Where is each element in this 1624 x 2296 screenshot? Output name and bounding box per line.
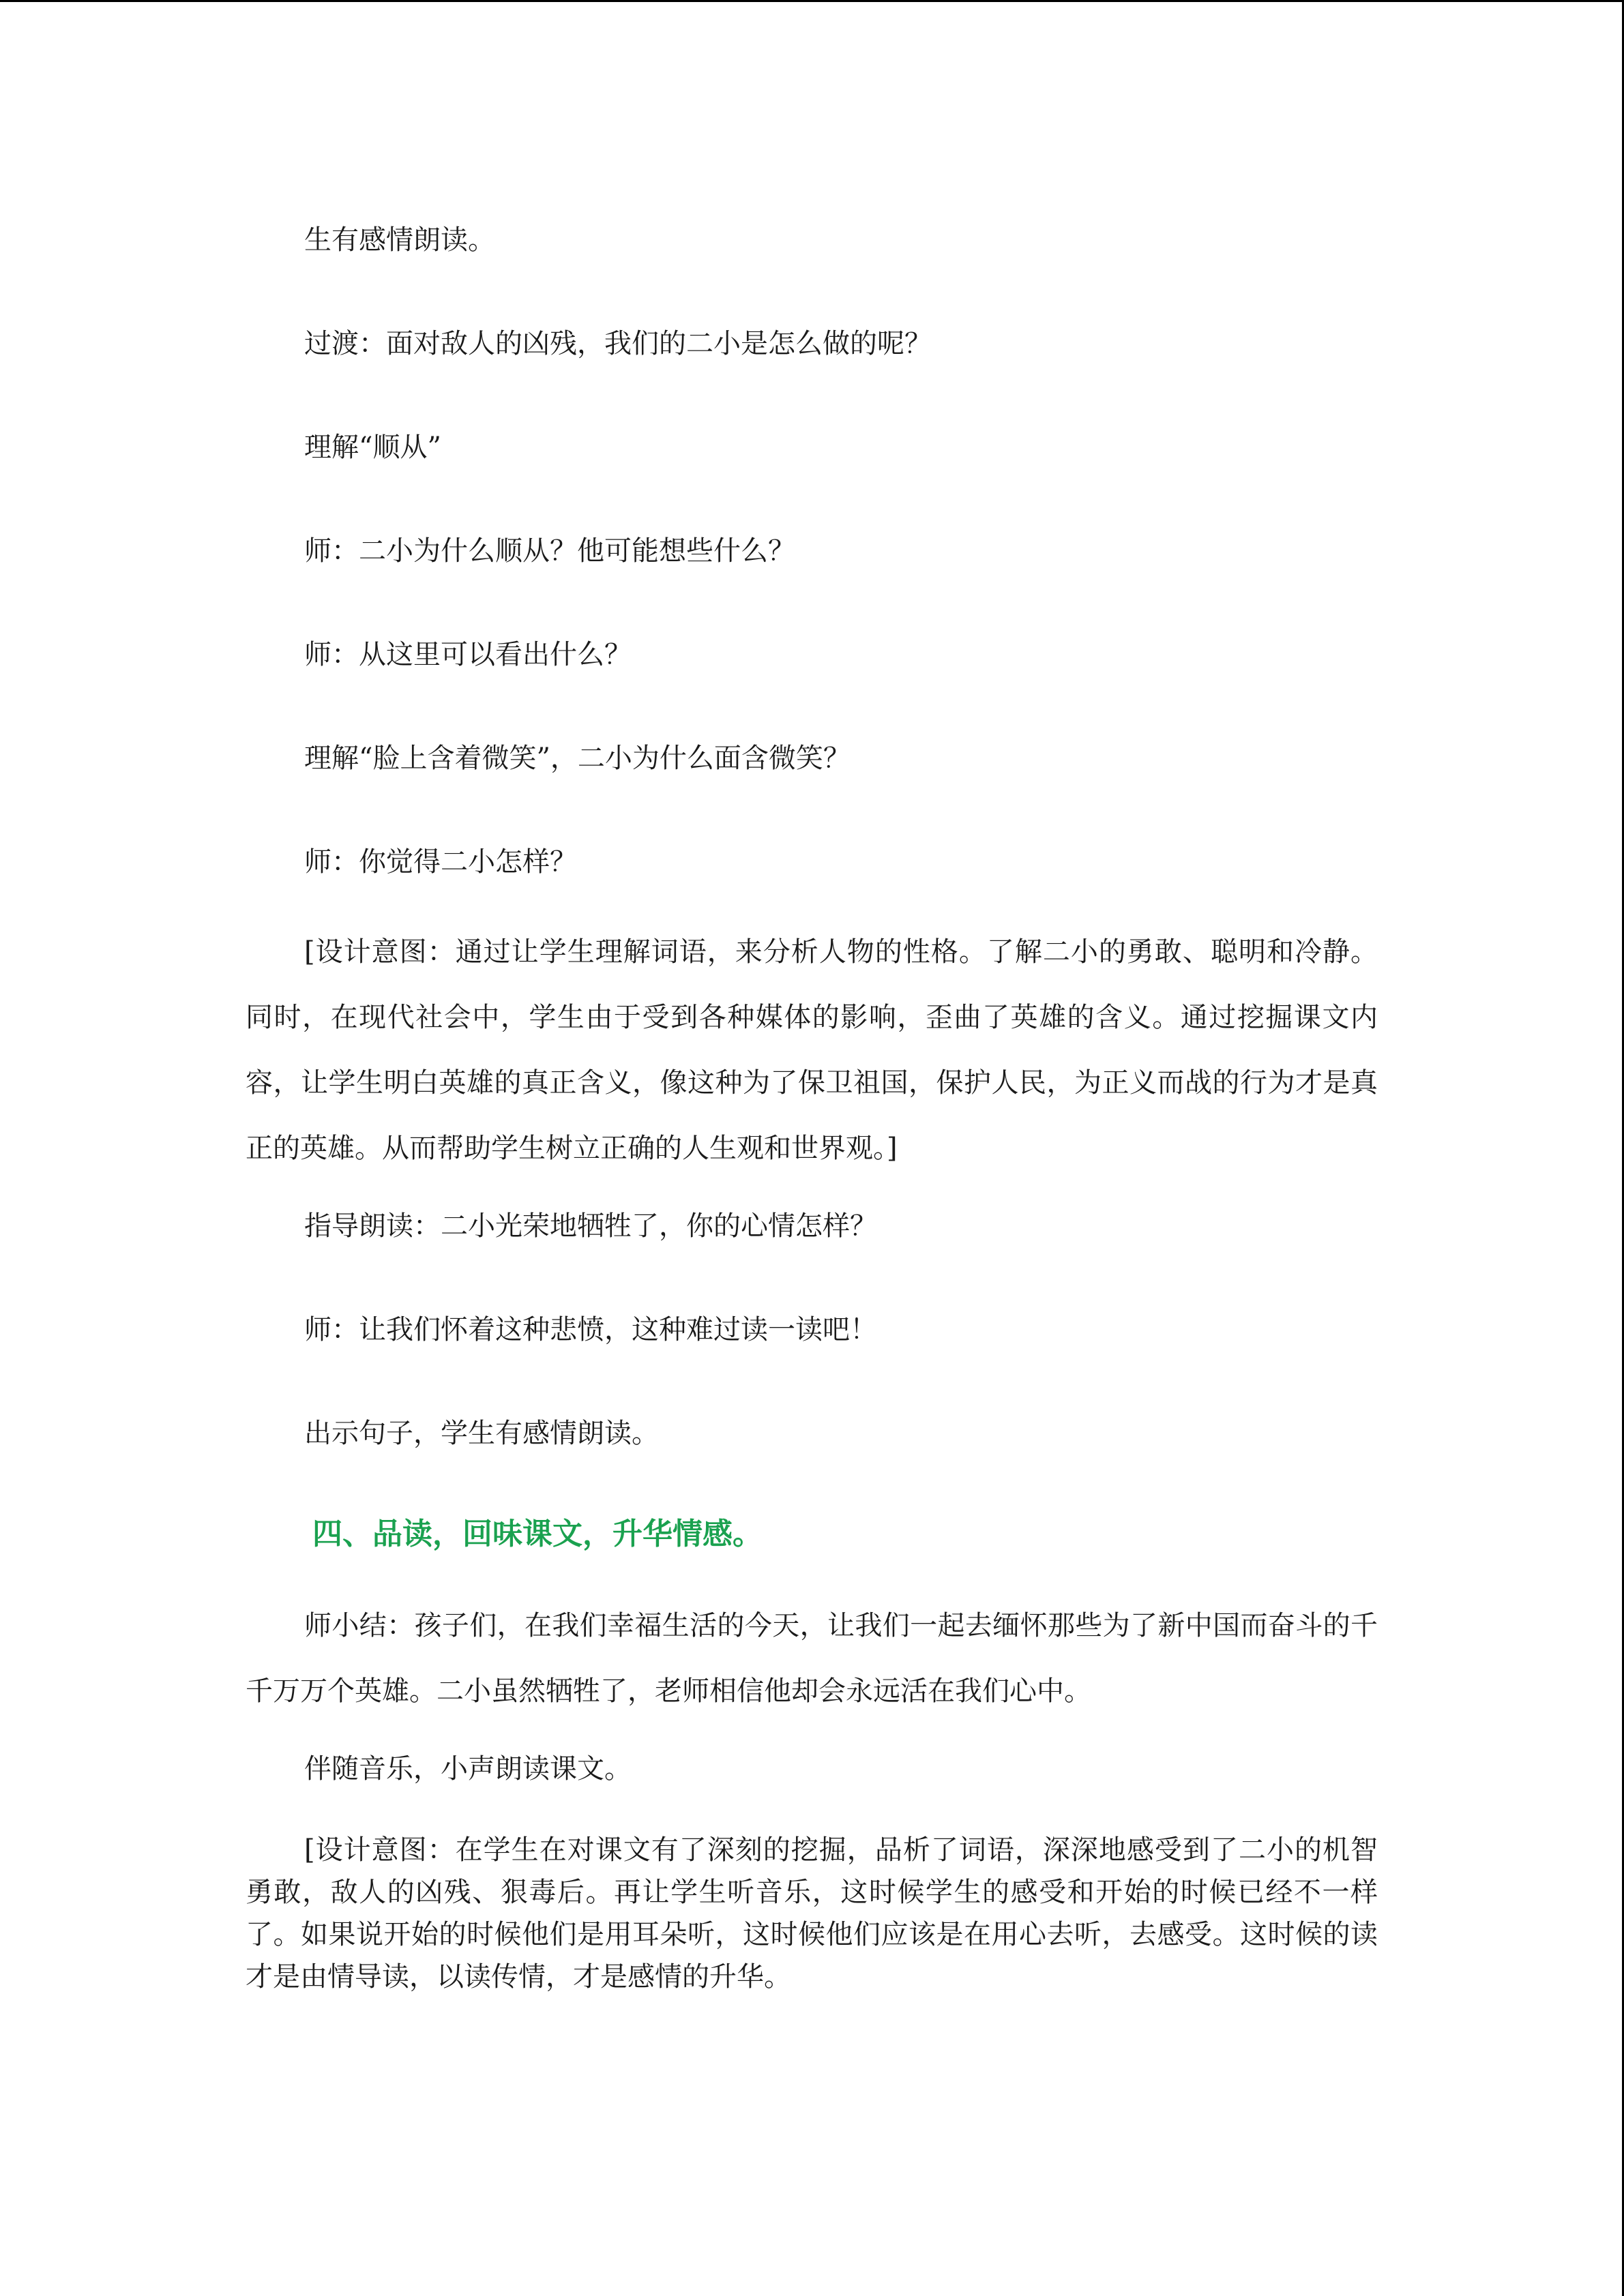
section-heading: 四、品读，回味课文，升华情感。 xyxy=(312,1517,763,1551)
page-border-top xyxy=(0,0,1624,2)
design-intent-paragraph: [设计意图：在学生在对课文有了深刻的挖掘，品析了词语，深深地感受到了二小的机智勇敢，敌人的凶残、狠毒后。再让学生听音乐，这时候学生的感受和开始的时候已经不一样了。如果说开始的时候他们是用耳朵听，这时候他们应该是在用心去听，去感受。这时候的读才是由情导读，以读传情，才是感情的升华。 xyxy=(246,1834,1378,1993)
summary-paragraph: 师小结：孩子们，在我们幸福生活的今天，让我们一起去缅怀那些为了新中国而奋斗的千千万万个英雄。二小虽然牺牲了，老师相信他却会永远活在我们心中。 xyxy=(246,1610,1378,1707)
paragraph-line: 过渡：面对敌人的凶残，我们的二小是怎么做的呢？ xyxy=(304,328,932,359)
design-intent-paragraph: [设计意图：通过让学生理解词语，来分析人物的性格。了解二小的勇敢、聪明和冷静。同时，在现代社会中，学生由于受到各种媒体的影响，歪曲了英雄的含义。通过挖掘课文内容，让学生明白英雄的真正含义，像这种为了保卫祖国，保护人民，为正义而战的行为才是真正的英雄。从而帮助学生树立正确的人生观和世界观。] xyxy=(246,936,1378,1164)
paragraph-line: 伴随音乐，小声朗读课文。 xyxy=(304,1753,632,1785)
paragraph-line: 出示句子，学生有感情朗读。 xyxy=(304,1418,659,1449)
paragraph-line: 指导朗读：二小光荣地牺牲了，你的心情怎样？ xyxy=(304,1210,877,1242)
paragraph-line: 理解“顺从” xyxy=(304,432,441,463)
paragraph-line: 师：让我们怀着这种悲愤，这种难过读一读吧！ xyxy=(304,1314,877,1345)
paragraph-line: 师：二小为什么顺从？他可能想些什么？ xyxy=(304,535,795,567)
paragraph-line: 理解“脸上含着微笑”，二小为什么面含微笑？ xyxy=(304,743,851,774)
paragraph-line: 师：你觉得二小怎样？ xyxy=(304,846,577,878)
document-body xyxy=(246,198,1378,1998)
paragraph-line: 生有感情朗读。 xyxy=(304,224,495,256)
paragraph-line: 师：从这里可以看出什么？ xyxy=(304,639,632,670)
